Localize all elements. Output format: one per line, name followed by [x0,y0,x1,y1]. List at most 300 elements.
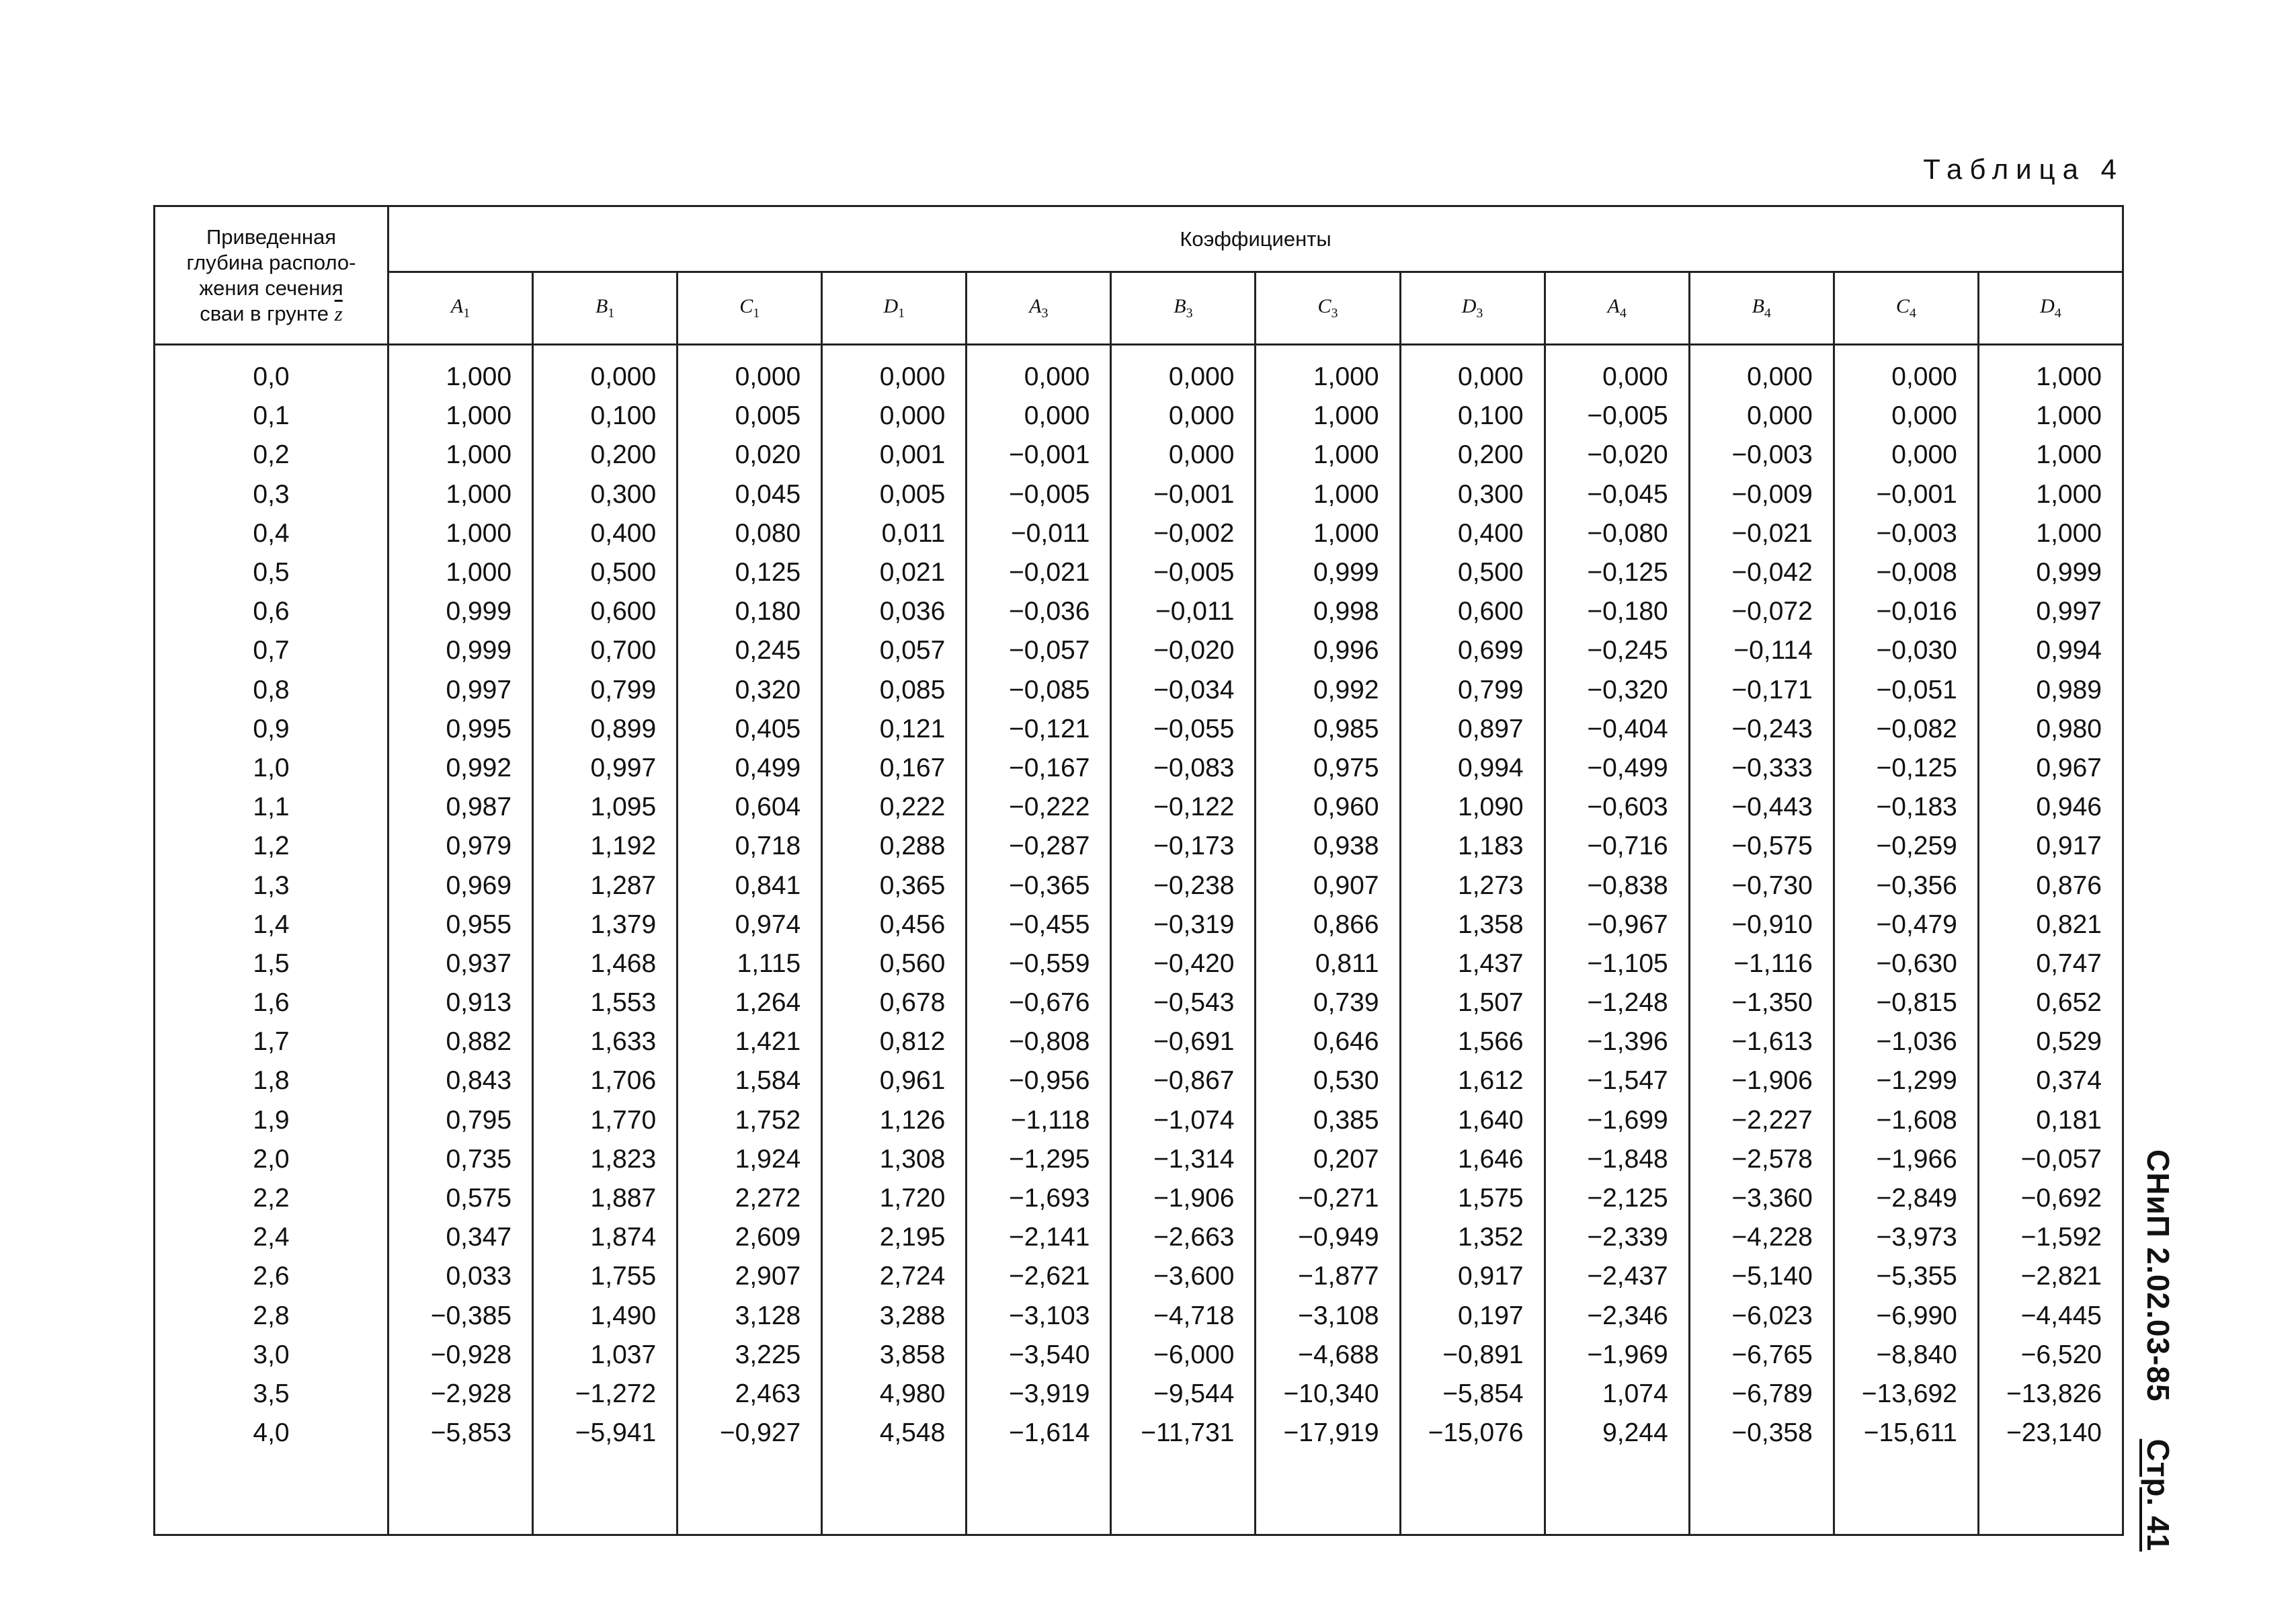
coefficient-cell: 0,917 [1400,1257,1545,1296]
coefficient-cell: 0,998 [1256,592,1400,631]
coefficient-header-a3: $A_3$ [967,272,1111,345]
coefficient-cell: 2,724 [822,1257,967,1296]
coefficient-cell: 0,841 [678,866,822,905]
coefficient-cell: 1,000 [1978,436,2123,475]
coefficient-cell: −4,718 [1111,1297,1256,1336]
coefficient-cell: 1,115 [678,944,822,983]
table-body [155,345,2123,1535]
coefficient-cell: 0,718 [678,827,822,866]
coefficient-cell: −0,005 [967,475,1111,514]
coefficient-cell: −1,299 [1834,1061,1978,1100]
coefficient-cell: 1,887 [533,1179,678,1218]
coefficient-cell: 1,352 [1400,1218,1545,1257]
coefficient-cell: −6,765 [1689,1336,1834,1375]
coefficient-cell: −3,108 [1256,1297,1400,1336]
depth-cell: 0,0 [155,345,388,397]
coefficient-cell: 0,057 [822,631,967,670]
coefficient-cell: 0,899 [533,710,678,749]
coefficient-cell: −1,105 [1545,944,1689,983]
coefficient-cell: 0,222 [822,788,967,827]
table-row [155,1297,2123,1336]
table-row [155,905,2123,944]
empty-cell [388,1453,533,1535]
coefficient-cell: −9,544 [1111,1375,1256,1414]
coefficient-header-c3: $C_3$ [1256,272,1400,345]
table-row [155,1101,2123,1140]
depth-cell: 2,2 [155,1179,388,1218]
table-row [155,1218,2123,1257]
depth-cell: 0,1 [155,397,388,436]
coefficient-cell: −0,011 [967,514,1111,553]
coefficient-cell: −1,848 [1545,1140,1689,1179]
coefficient-cell: −0,333 [1689,749,1834,788]
coefficient-cell: −0,499 [1545,749,1689,788]
coefficient-cell: 0,020 [678,436,822,475]
coefficient-cell: 0,913 [388,983,533,1022]
coefficient-cell: −6,520 [1978,1336,2123,1375]
coefficient-cell: 0,897 [1400,710,1545,749]
depth-header-line: жения сечения [199,276,343,300]
table-row [155,1336,2123,1375]
coefficient-cell: 1,755 [533,1257,678,1296]
coefficient-cell: 0,992 [1256,671,1400,710]
coefficient-cell: 0,994 [1978,631,2123,670]
coefficient-cell: −0,021 [967,553,1111,592]
coefficient-cell: −4,688 [1256,1336,1400,1375]
coefficient-cell: −1,906 [1111,1179,1256,1218]
table-row [155,944,2123,983]
coefficient-cell: 1,612 [1400,1061,1545,1100]
coefficient-cell: 1,000 [1256,397,1400,436]
coefficient-cell: −0,030 [1834,631,1978,670]
coefficient-cell: −0,080 [1545,514,1689,553]
coefficient-cell: 0,085 [822,671,967,710]
coefficient-cell: 0,821 [1978,905,2123,944]
coefficient-cell: −0,575 [1689,827,1834,866]
empty-cell [533,1453,678,1535]
coefficient-cell: 0,994 [1400,749,1545,788]
coefficient-cell: −0,042 [1689,553,1834,592]
coefficient-cell: 9,244 [1545,1414,1689,1453]
coefficient-cell: −0,001 [1111,475,1256,514]
coefficient-cell: −0,692 [1978,1179,2123,1218]
coefficient-cell: −13,826 [1978,1375,2123,1414]
coefficient-cell: −0,085 [967,671,1111,710]
coefficient-cell: 0,000 [967,345,1111,397]
coefficient-cell: −1,116 [1689,944,1834,983]
coefficient-cell: 0,000 [1545,345,1689,397]
coefficient-cell: −2,437 [1545,1257,1689,1296]
coefficient-cell: −0,057 [967,631,1111,670]
table-row [155,514,2123,553]
coefficient-cell: 0,200 [533,436,678,475]
coefficient-cell: −0,443 [1689,788,1834,827]
coefficient-cell: −0,051 [1834,671,1978,710]
coefficient-cell: −8,840 [1834,1336,1978,1375]
coefficient-cell: 0,045 [678,475,822,514]
coefficient-cell: −4,445 [1978,1297,2123,1336]
coefficient-cell: −0,034 [1111,671,1256,710]
coefficient-cell: 0,999 [1256,553,1400,592]
coefficient-cell: 0,121 [822,710,967,749]
depth-cell: 2,8 [155,1297,388,1336]
coefficient-cell: 1,000 [388,553,533,592]
coefficient-cell: −2,621 [967,1257,1111,1296]
coefficient-cell: −0,072 [1689,592,1834,631]
coefficient-cell: 0,529 [1978,1022,2123,1061]
coefficient-cell: 1,037 [533,1336,678,1375]
depth-cell: 0,3 [155,475,388,514]
depth-cell: 0,2 [155,436,388,475]
coefficient-cell: 0,374 [1978,1061,2123,1100]
coefficient-cell: −2,663 [1111,1218,1256,1257]
coefficient-cell: 0,365 [822,866,967,905]
coefficient-cell: 0,320 [678,671,822,710]
coefficient-cell: 1,421 [678,1022,822,1061]
coefficient-cell: −0,730 [1689,866,1834,905]
coefficient-cell: 0,866 [1256,905,1400,944]
coefficient-cell: −3,540 [967,1336,1111,1375]
coefficient-cell: 1,752 [678,1101,822,1140]
coefficient-cell: −0,320 [1545,671,1689,710]
coefficient-cell: 0,100 [533,397,678,436]
coefficient-cell: −0,365 [967,866,1111,905]
coefficient-cell: 1,264 [678,983,822,1022]
coefficient-cell: −0,271 [1256,1179,1400,1218]
coefficient-cell: 0,500 [533,553,678,592]
coefficient-cell: 1,000 [1978,345,2123,397]
empty-cell [155,1453,388,1535]
coefficient-header-b4: $B_4$ [1689,272,1834,345]
empty-cell [1256,1453,1400,1535]
coefficient-cell: 0,000 [1400,345,1545,397]
coefficient-cell: 0,288 [822,827,967,866]
coefficient-cell: 0,987 [388,788,533,827]
coefficient-cell: −2,227 [1689,1101,1834,1140]
empty-cell [1834,1453,1978,1535]
coefficient-cell: −0,691 [1111,1022,1256,1061]
coefficient-cell: −5,854 [1400,1375,1545,1414]
coefficient-cell: −0,121 [967,710,1111,749]
coefficient-cell: 0,937 [388,944,533,983]
coefficient-cell: −0,838 [1545,866,1689,905]
table-filler-row [155,1453,2123,1535]
coefficient-cell: 0,995 [388,710,533,749]
coefficient-cell: −0,238 [1111,866,1256,905]
coefficient-cell: 0,000 [1111,436,1256,475]
coefficient-cell: 1,646 [1400,1140,1545,1179]
table-row [155,436,2123,475]
coefficient-cell: 1,000 [388,345,533,397]
coefficient-cell: 1,126 [822,1101,967,1140]
coefficient-cell: −0,057 [1978,1140,2123,1179]
coefficient-cell: −0,003 [1689,436,1834,475]
coefficient-cell: 0,033 [388,1257,533,1296]
coefficient-cell: 0,207 [1256,1140,1400,1179]
coefficient-cell: 2,609 [678,1218,822,1257]
coefficient-cell: 0,999 [1978,553,2123,592]
coefficient-cell: 0,000 [678,345,822,397]
coefficient-cell: 0,000 [1689,345,1834,397]
coefficient-cell: −5,355 [1834,1257,1978,1296]
coefficient-cell: 1,000 [1256,436,1400,475]
coefficient-cell: 0,997 [388,671,533,710]
coefficient-cell: 1,000 [388,436,533,475]
coefficient-header-c4: $C_4$ [1834,272,1978,345]
depth-header-line: сваи в грунте $\overline{z}$ [200,301,343,325]
depth-cell: 0,9 [155,710,388,749]
table-row [155,1022,2123,1061]
coefficient-cell: 0,005 [678,397,822,436]
coefficient-cell: 0,575 [388,1179,533,1218]
coefficient-cell: 1,874 [533,1218,678,1257]
coefficient-cell: 1,706 [533,1061,678,1100]
coefficient-cell: −4,228 [1689,1218,1834,1257]
table-row [155,1179,2123,1218]
coefficient-cell: −3,600 [1111,1257,1256,1296]
coefficient-cell: −1,314 [1111,1140,1256,1179]
coefficient-cell: 3,288 [822,1297,967,1336]
depth-header-line: глубина располо- [186,250,356,274]
table-row [155,592,2123,631]
coefficient-cell: 1,358 [1400,905,1545,944]
coefficient-cell: −2,141 [967,1218,1111,1257]
coefficient-cell: −0,125 [1545,553,1689,592]
coefficient-cell: 0,989 [1978,671,2123,710]
depth-cell: 1,1 [155,788,388,827]
table-row [155,983,2123,1022]
empty-cell [678,1453,822,1535]
coefficient-cell: 0,000 [533,345,678,397]
coefficient-header-a4: $A_4$ [1545,272,1689,345]
coefficient-cell: 0,969 [388,866,533,905]
coefficient-cell: 0,843 [388,1061,533,1100]
coefficient-cell: 0,036 [822,592,967,631]
coefficient-header-b1: $B_1$ [533,272,678,345]
coefficient-cell: 0,021 [822,553,967,592]
coefficient-cell: −0,287 [967,827,1111,866]
coefficient-cell: −0,173 [1111,827,1256,866]
coefficient-cell: −0,005 [1111,553,1256,592]
coefficient-cell: 3,128 [678,1297,822,1336]
coefficient-cell: 0,992 [388,749,533,788]
coefficient-cell: −0,243 [1689,710,1834,749]
table-row [155,1061,2123,1100]
coefficient-cell: −0,910 [1689,905,1834,944]
coefficient-cell: 0,604 [678,788,822,827]
coefficient-cell: −0,716 [1545,827,1689,866]
coefficient-cell: −0,021 [1689,514,1834,553]
coefficient-cell: −0,479 [1834,905,1978,944]
coefficient-cell: −2,821 [1978,1257,2123,1296]
coefficient-cell: 0,974 [678,905,822,944]
coefficient-cell: −0,956 [967,1061,1111,1100]
depth-cell: 1,8 [155,1061,388,1100]
coefficient-cell: −0,245 [1545,631,1689,670]
coefficient-cell: −1,396 [1545,1022,1689,1061]
coefficient-cell: −15,076 [1400,1414,1545,1453]
depth-header-line: Приведенная [206,225,337,249]
table-row [155,631,2123,670]
coefficient-cell: −1,547 [1545,1061,1689,1100]
coefficient-cell: −0,167 [967,749,1111,788]
coefficient-header-d1: $D_1$ [822,272,967,345]
coefficient-header-d4: $D_4$ [1978,272,2123,345]
coefficient-cell: 0,000 [822,397,967,436]
coefficient-cell: −0,125 [1834,749,1978,788]
coefficient-cell: 0,456 [822,905,967,944]
coefficient-cell: −1,966 [1834,1140,1978,1179]
coefficient-cell: −0,808 [967,1022,1111,1061]
coefficient-cell: 1,000 [1256,475,1400,514]
coefficient-cell: 0,799 [1400,671,1545,710]
coefficient-cell: −1,906 [1689,1061,1834,1100]
coefficient-cell: −5,140 [1689,1257,1834,1296]
coefficient-cell: 1,553 [533,983,678,1022]
depth-cell: 0,6 [155,592,388,631]
coefficient-cell: −0,867 [1111,1061,1256,1100]
coefficient-cell: 1,924 [678,1140,822,1179]
depth-cell: 4,0 [155,1414,388,1453]
coefficient-cell: −23,140 [1978,1414,2123,1453]
coefficient-cell: −0,005 [1545,397,1689,436]
coefficient-cell: 0,946 [1978,788,2123,827]
coefficient-header-b3: $B_3$ [1111,272,1256,345]
coefficient-cell: 1,770 [533,1101,678,1140]
depth-cell: 0,7 [155,631,388,670]
coefficient-cell: 0,980 [1978,710,2123,749]
coefficient-cell: 0,197 [1400,1297,1545,1336]
coefficient-cell: 0,011 [822,514,967,553]
coefficient-cell: 0,811 [1256,944,1400,983]
empty-cell [1400,1453,1545,1535]
coefficient-cell: −0,009 [1689,475,1834,514]
coefficient-cell: −0,020 [1545,436,1689,475]
coefficient-cell: −0,011 [1111,592,1256,631]
coefficient-cell: 1,000 [388,475,533,514]
coefficient-cell: −0,259 [1834,827,1978,866]
coefficient-cell: −1,350 [1689,983,1834,1022]
depth-cell: 1,3 [155,866,388,905]
page-reference: Стр. 41 [2141,1438,2176,1552]
coefficient-cell: 0,960 [1256,788,1400,827]
coefficient-cell: −1,877 [1256,1257,1400,1296]
coefficient-cell: −0,083 [1111,749,1256,788]
coefficient-cell: −0,001 [967,436,1111,475]
coefficient-cell: 0,700 [533,631,678,670]
depth-cell: 1,9 [155,1101,388,1140]
coefficient-cell: −1,074 [1111,1101,1256,1140]
coefficient-cell: 1,000 [1978,475,2123,514]
coefficient-cell: −0,559 [967,944,1111,983]
coefficient-cell: −0,055 [1111,710,1256,749]
coefficient-cell: 1,566 [1400,1022,1545,1061]
coefficients-table [153,205,2124,1536]
coefficient-cell: −10,340 [1256,1375,1400,1414]
coefficient-cell: −2,339 [1545,1218,1689,1257]
coefficient-cell: 0,001 [822,436,967,475]
coefficient-cell: 0,699 [1400,631,1545,670]
coefficient-cell: −0,082 [1834,710,1978,749]
coefficient-cell: −2,578 [1689,1140,1834,1179]
coefficient-cell: −0,122 [1111,788,1256,827]
coefficient-cell: −2,928 [388,1375,533,1414]
table-row [155,345,2123,397]
depth-cell: 1,6 [155,983,388,1022]
coefficient-cell: 0,979 [388,827,533,866]
coefficient-cell: −0,045 [1545,475,1689,514]
coefficient-cell: −0,171 [1689,671,1834,710]
coefficient-cell: 0,907 [1256,866,1400,905]
coefficient-cell: 0,999 [388,592,533,631]
coefficient-cell: 0,600 [1400,592,1545,631]
depth-cell: 0,5 [155,553,388,592]
empty-cell [1978,1453,2123,1535]
table-row [155,1414,2123,1453]
table-row [155,788,2123,827]
coefficient-cell: −0,020 [1111,631,1256,670]
coefficient-cell: 1,000 [1978,397,2123,436]
coefficient-cell: −17,919 [1256,1414,1400,1453]
coefficient-cell: −0,008 [1834,553,1978,592]
table-label: Таблица 4 [1923,153,2124,185]
coefficient-cell: −11,731 [1111,1414,1256,1453]
coefficient-cell: 0,400 [533,514,678,553]
coefficient-cell: 0,997 [1978,592,2123,631]
coefficient-cell: 1,308 [822,1140,967,1179]
coefficient-header-row [155,272,2123,345]
coefficient-cell: −0,385 [388,1297,533,1336]
coefficient-cell: −2,849 [1834,1179,1978,1218]
coefficient-cell: 0,245 [678,631,822,670]
coefficient-cell: −0,114 [1689,631,1834,670]
depth-cell: 2,4 [155,1218,388,1257]
coefficient-cell: −0,815 [1834,983,1978,1022]
coefficient-cell: −0,676 [967,983,1111,1022]
coefficient-cell: 4,980 [822,1375,967,1414]
depth-cell: 1,2 [155,827,388,866]
coefficient-cell: 0,560 [822,944,967,983]
coefficient-cell: 0,300 [1400,475,1545,514]
coefficient-cell: 4,548 [822,1414,967,1453]
coefficient-cell: 0,996 [1256,631,1400,670]
coefficient-cell: 0,000 [1689,397,1834,436]
coefficient-cell: −2,125 [1545,1179,1689,1218]
table-row [155,397,2123,436]
coefficient-cell: 0,917 [1978,827,2123,866]
empty-cell [822,1453,967,1535]
coefficient-cell: 0,005 [822,475,967,514]
coefficient-cell: 0,400 [1400,514,1545,553]
coefficient-cell: 0,799 [533,671,678,710]
coefficient-cell: 0,652 [1978,983,2123,1022]
coefficient-cell: 1,584 [678,1061,822,1100]
coefficient-cell: −6,023 [1689,1297,1834,1336]
coefficient-cell: −0,319 [1111,905,1256,944]
coefficient-cell: 0,975 [1256,749,1400,788]
coefficient-cell: 1,000 [1256,514,1400,553]
coefficient-cell: 1,823 [533,1140,678,1179]
table-row [155,1257,2123,1296]
depth-cell: 3,5 [155,1375,388,1414]
coefficient-cell: 0,000 [1834,345,1978,397]
coefficient-header-d3: $D_3$ [1400,272,1545,345]
table-row [155,749,2123,788]
table-row [155,1140,2123,1179]
coefficient-cell: −0,603 [1545,788,1689,827]
coefficient-cell: −3,973 [1834,1218,1978,1257]
coefficient-cell: 0,882 [388,1022,533,1061]
